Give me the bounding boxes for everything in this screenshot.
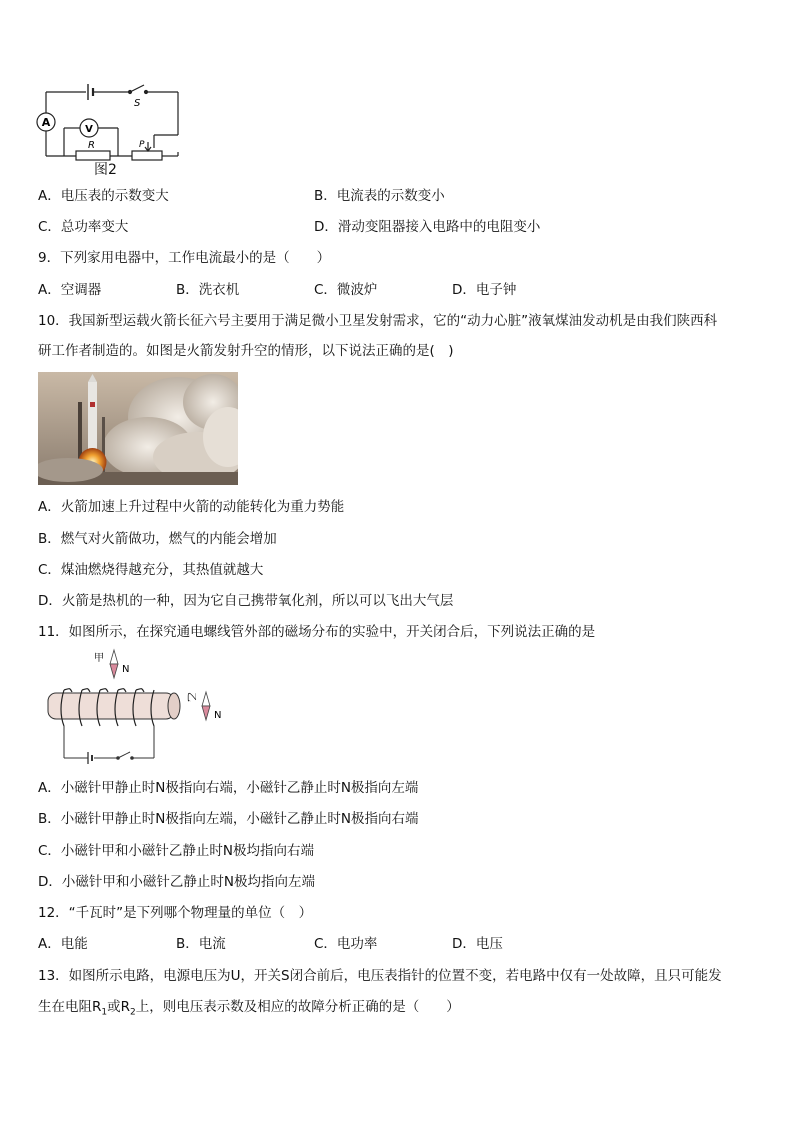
needle-jia-label: 甲 bbox=[94, 653, 104, 664]
q8-option-c: C．总功率变大 bbox=[38, 219, 129, 235]
q13-stem-suffix: 上，则电压表示数及相应的故障分析正确的是（ ） bbox=[135, 999, 460, 1015]
q12-option-c: C．电功率 bbox=[314, 936, 378, 952]
q11-option-b: B．小磁针甲静止时N极指向左端，小磁针乙静止时N极指向右端 bbox=[38, 811, 419, 827]
q9-stem: 9．下列家用电器中，工作电流最小的是（ ） bbox=[38, 250, 331, 266]
q13-sub-1: 1 bbox=[101, 1007, 108, 1018]
ammeter-label: A bbox=[41, 116, 51, 129]
q9-option-a: A．空调器 bbox=[38, 282, 102, 298]
q12-option-a: A．电能 bbox=[38, 936, 88, 952]
q8-option-d: D．滑动变阻器接入电路中的电阻变小 bbox=[314, 219, 541, 235]
q12-option-b: B．电流 bbox=[176, 936, 226, 952]
q11-stem: 11．如图所示，在探究通电螺线管外部的磁场分布的实验中，开关闭合后，下列说法正确的是 bbox=[38, 624, 596, 640]
q9-option-d: D．电子钟 bbox=[452, 282, 517, 298]
q8-option-b: B．电流表的示数变小 bbox=[314, 188, 445, 204]
q11-option-a: A．小磁针甲静止时N极指向右端，小磁针乙静止时N极指向左端 bbox=[38, 780, 419, 796]
needle-yi-north-label: N bbox=[214, 710, 222, 721]
rocket-launch-photo bbox=[38, 372, 238, 485]
q9-option-b: B．洗衣机 bbox=[176, 282, 240, 298]
q13-stem-line2 bbox=[38, 997, 460, 1023]
q10-stem-line1: 10．我国新型运载火箭长征六号主要用于满足微小卫星发射需求，它的“动力心脏”液氧煤油发动机是由我们陕西科 bbox=[38, 313, 718, 329]
q9-option-c: C．微波炉 bbox=[314, 282, 378, 298]
q13-sub-2: 2 bbox=[130, 1007, 136, 1018]
figure-caption: 图2 bbox=[94, 162, 117, 178]
needle-jia-north-label: N bbox=[122, 664, 130, 675]
resistor-label: R bbox=[88, 140, 95, 151]
q10-stem-line2: 研工作者制造的。如图是火箭发射升空的情形，以下说法正确的是( ) bbox=[38, 343, 454, 359]
q11-option-d: D．小磁针甲和小磁针乙静止时N极均指向左端 bbox=[38, 874, 315, 890]
q13-stem-line1: 13．如图所示电路，电源电压为U，开关S闭合前后，电压表指针的位置不变，若电路中仅有一处故障，且只可能发 bbox=[38, 968, 722, 984]
q12-stem: 12．“千瓦时”是下列哪个物理量的单位（ ） bbox=[38, 905, 313, 921]
q10-option-d: D．火箭是热机的一种，因为它自己携带氧化剂，所以可以飞出大气层 bbox=[38, 593, 454, 609]
q13-stem-prefix: 生在电阻R bbox=[38, 999, 102, 1015]
slider-label: P bbox=[139, 140, 145, 150]
q13-stem-mid: 或R bbox=[107, 999, 131, 1015]
q10-option-a: A．火箭加速上升过程中火箭的动能转化为重力势能 bbox=[38, 499, 345, 515]
q11-option-c: C．小磁针甲和小磁针乙静止时N极均指向右端 bbox=[38, 843, 315, 859]
needle-yi-label: 乙 bbox=[185, 692, 196, 702]
solenoid-figure bbox=[40, 648, 240, 773]
q10-option-b: B．燃气对火箭做功，燃气的内能会增加 bbox=[38, 531, 277, 547]
switch-label: S bbox=[134, 98, 141, 109]
voltmeter-label: V bbox=[85, 124, 93, 135]
q8-option-a: A．电压表的示数变大 bbox=[38, 188, 169, 204]
q12-option-d: D．电压 bbox=[452, 936, 503, 952]
q10-option-c: C．煤油燃烧得越充分，其热值就越大 bbox=[38, 562, 264, 578]
